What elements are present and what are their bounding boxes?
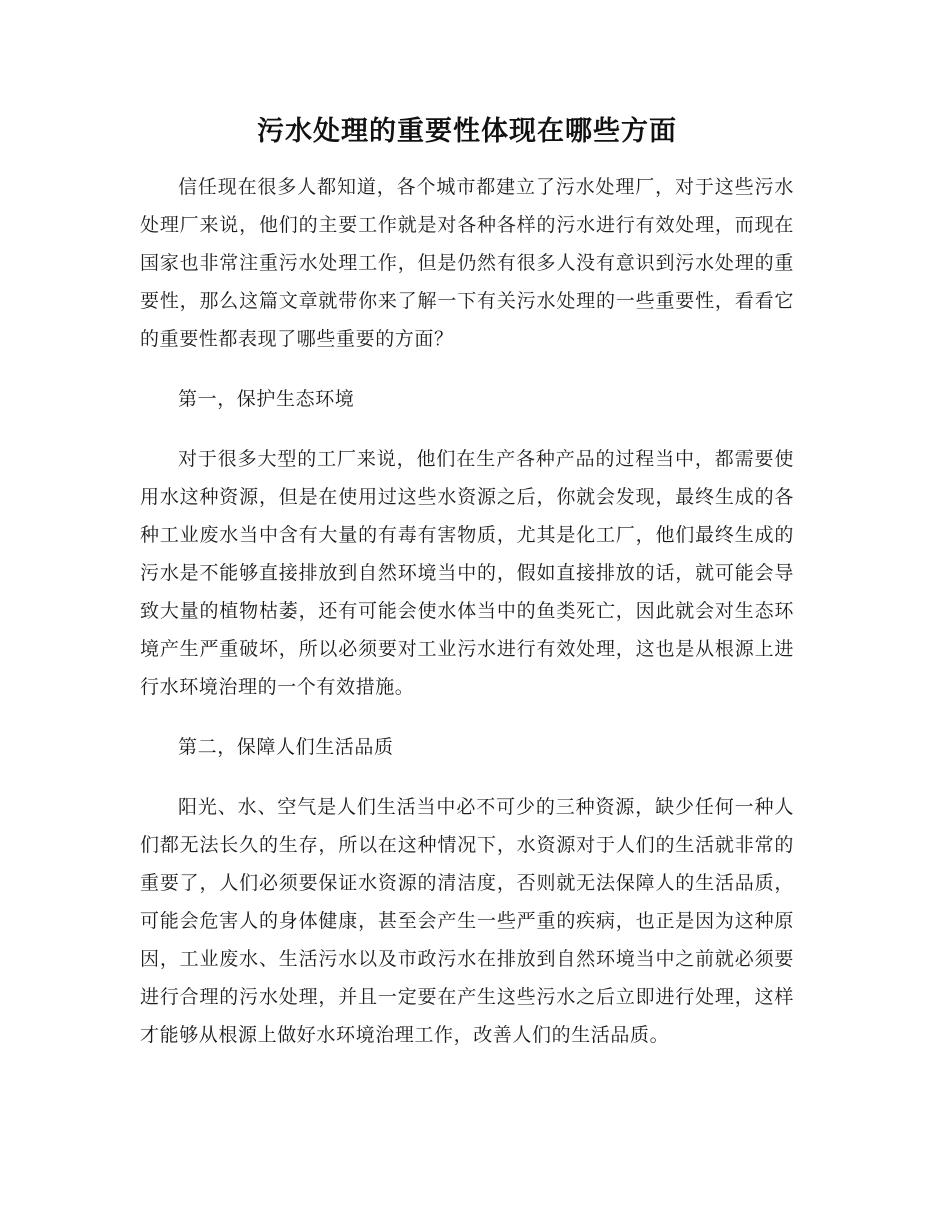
section-heading-life-quality: 第二，保障人们生活品质 (178, 736, 394, 758)
section-body-life-quality: 阳光、水、空气是人们生活当中必不可少的三种资源，缺少任何一种人们都无法长久的生存，所以在这种情况下，水资源对于人们的生活就非常的重要了，人们必须要保证水资源的清洁度，否则就无法保障人的生活品质，可能会危害人的身体健康，甚至会产生一些严重的疾病，也正是因为这种原因，工业废水、生活污水以及市政污水在排放到自然环境当中之前就必须要进行合理的污水处理，并且一定要在产生这些污水之后立即进行处理，这样才能够从根源上做好水环境治理工作，改善人们的生活品质。 (140, 796, 794, 1046)
document-page (140, 112, 794, 1076)
page-title: 污水处理的重要性体现在哪些方面 (257, 116, 677, 147)
section-heading-protect-ecology: 第一，保护生态环境 (178, 388, 355, 410)
section-body-protect-ecology: 对于很多大型的工厂来说，他们在生产各种产品的过程当中，都需要使用水这种资源，但是在使用过这些水资源之后，你就会发现，最终生成的各种工业废水当中含有大量的有毒有害物质，尤其是化工厂，他们最终生成的污水是不能够直接排放到自然环境当中的，假如直接排放的话，就可能会导致大量的植物枯萎，还有可能会使水体当中的鱼类死亡，因此就会对生态环境产生严重破坏，所以必须要对工业污水进行有效处理，这也是从根源上进行水环境治理的一个有效措施。 (140, 448, 794, 698)
intro-paragraph: 信任现在很多人都知道，各个城市都建立了污水处理厂，对于这些污水处理厂来说，他们的主要工作就是对各种各样的污水进行有效处理，而现在国家也非常注重污水处理工作，但是仍然有很多人没有意识到污水处理的重要性，那么这篇文章就带你来了解一下有关污水处理的一些重要性，看看它的重要性都表现了哪些重要的方面？ (140, 176, 794, 350)
